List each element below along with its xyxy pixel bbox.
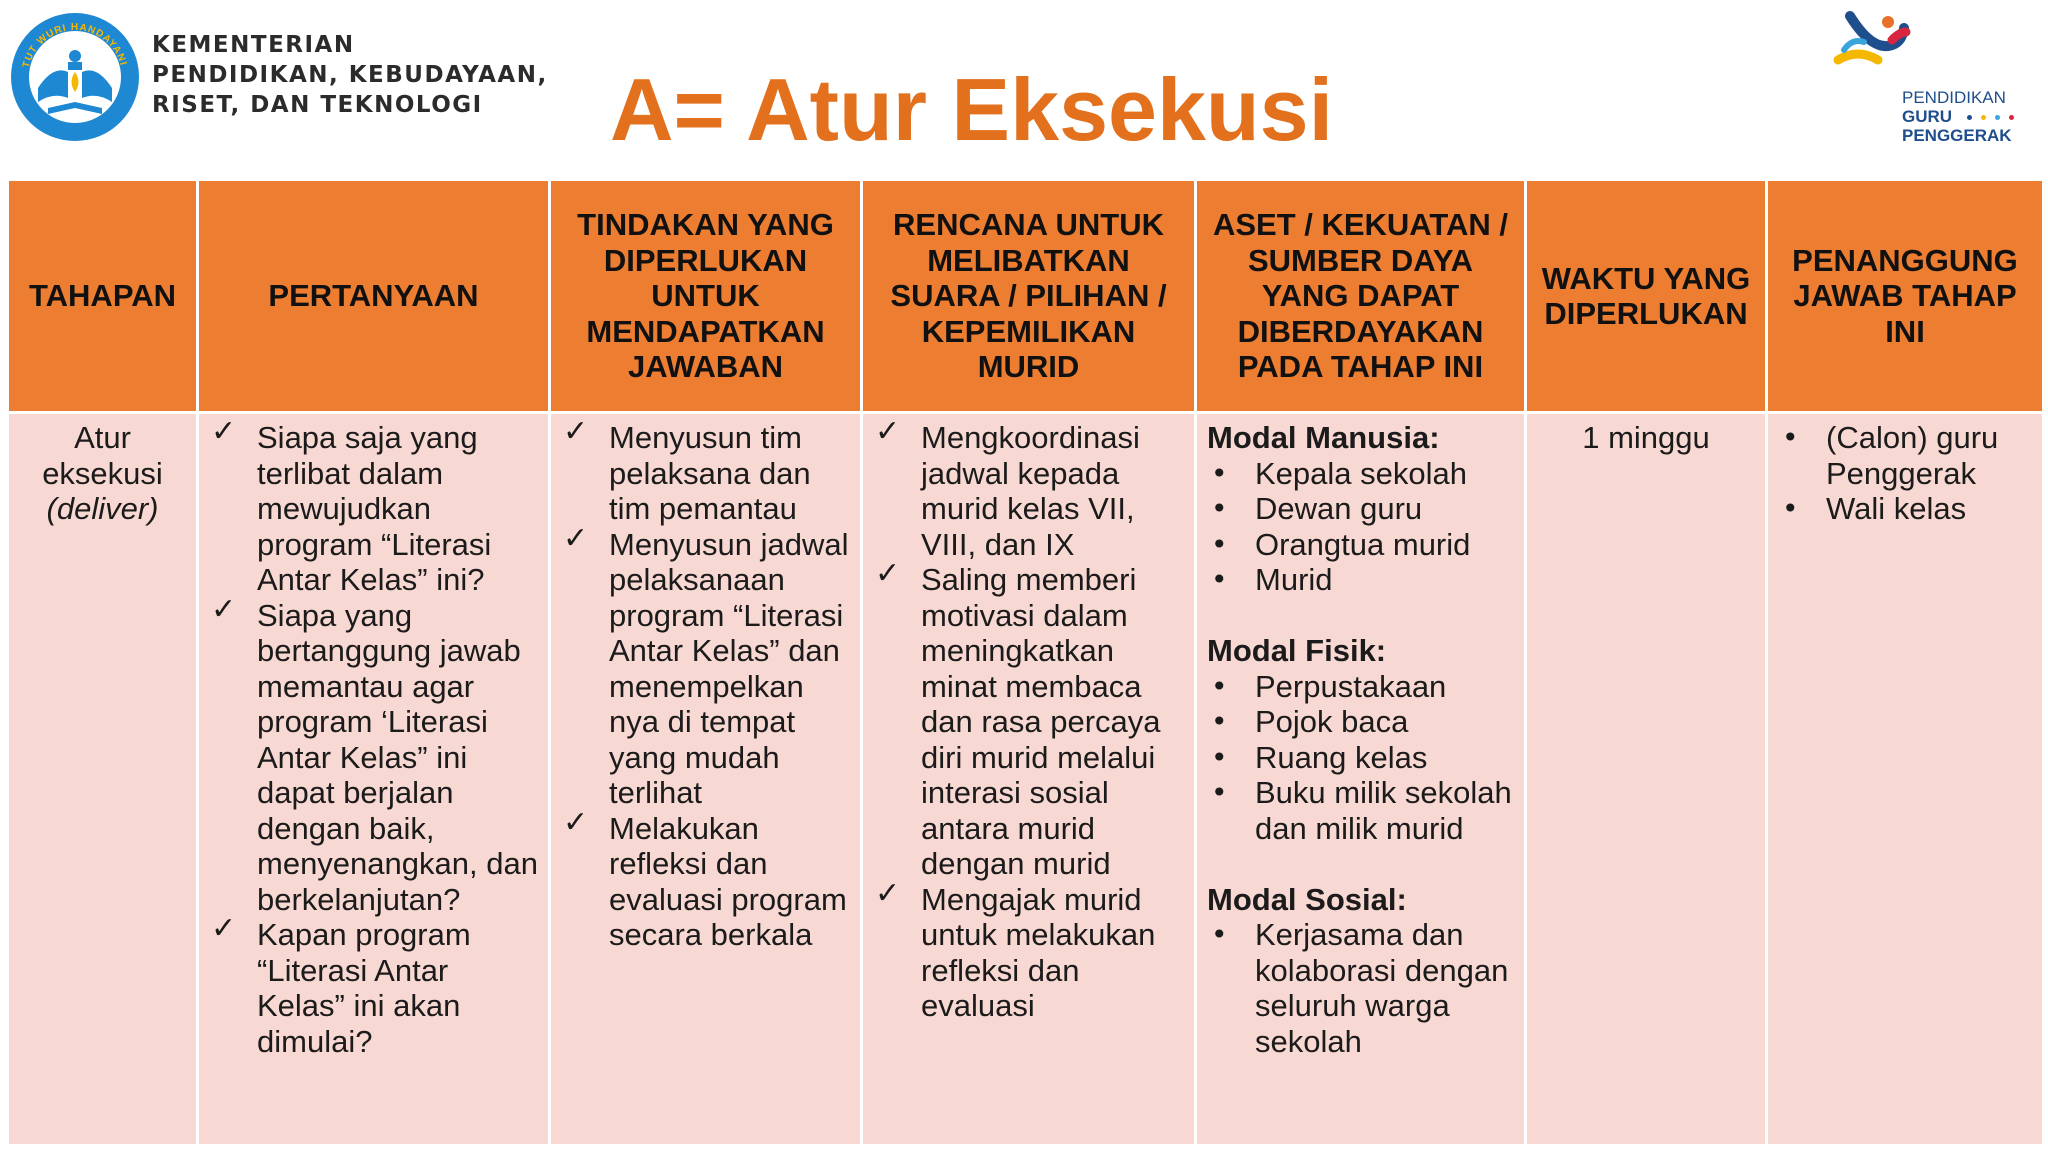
program-logo-text [1902,88,2014,145]
human-capital-list [1207,456,1514,598]
header-tindakan: TINDAKAN YANG DIPERLUKAN UNTUK MENDAPATKAN JAWABAN [550,180,862,413]
list-item: • Ruang kelas [1207,740,1514,776]
list-item: • Kerjasama dan kolaborasi dengan seluruh warga sekolah [1207,917,1514,1059]
list-item: • (Calon) guru Penggerak [1778,420,2032,491]
logo-dots-icon [1958,107,2014,126]
stage-name: Atur eksekusi [42,420,163,491]
actions-cell [550,413,862,1146]
action-item: ✓ Menyusun tim pelaksana dan tim pemantau [561,420,850,527]
responsible-list [1778,420,2032,527]
student-plan-list [873,420,1184,1024]
list-item: • Kepala sekolah [1207,456,1514,492]
list-item: • Dewan guru [1207,491,1514,527]
ministry-seal-logo [8,10,143,145]
header-waktu: WAKTU YANG DIPERLUKAN [1526,180,1767,413]
program-logo-line-3: PENGGERAK [1902,126,2012,145]
questions-list [209,420,538,1059]
responsible-cell [1767,413,2044,1146]
question-item: ✓ Siapa yang bertanggung jawab memantau agar program ‘Literasi Antar Kelas” ini dapat berjalan dengan baik, menyenangkan, dan berkelanjutan? [209,598,538,918]
program-logo-line-1: PENDIDIKAN [1902,88,2006,107]
action-item: ✓ Menyusun jadwal pelaksanaan program “Literasi Antar Kelas” dan menempelkan nya di tempat yang mudah terlihat [561,527,850,811]
program-logo-line-2: GURU [1902,107,1953,126]
stage-subtitle: (deliver) [46,491,159,526]
question-item: ✓ Kapan program “Literasi Antar Kelas” ini akan dimulai? [209,917,538,1059]
human-capital-title: Modal Manusia: [1207,420,1440,455]
header-tahapan: TAHAPAN [8,180,198,413]
seal-motto: TUT WURI HANDAYANI [20,21,129,69]
header-penanggung-jawab: PENANGGUNG JAWAB TAHAP INI [1767,180,2044,413]
list-item: • Pojok baca [1207,704,1514,740]
table-row [8,413,2044,1146]
header-rencana: RENCANA UNTUK MELIBATKAN SUARA / PILIHAN / KEPEMILIKAN MURID [862,180,1196,413]
header-pertanyaan: PERTANYAAN [198,180,550,413]
time-cell [1526,413,1767,1146]
list-item: • Murid [1207,562,1514,598]
list-item: • Buku milik sekolah dan milik murid [1207,775,1514,846]
physical-capital-title: Modal Fisik: [1207,633,1387,668]
list-item: • Wali kelas [1778,491,2032,527]
question-item: ✓ Siapa saja yang terlibat dalam mewujudkan program “Literasi Antar Kelas” ini? [209,420,538,598]
time-required: 1 minggu [1582,420,1710,455]
questions-cell [198,413,550,1146]
ministry-line-2: PENDIDIKAN, KEBUDAYAAN, [152,62,548,88]
action-item: ✓ Melakukan refleksi dan evaluasi program secara berkala [561,811,850,953]
list-item: • Perpustakaan [1207,669,1514,705]
social-capital-title: Modal Sosial: [1207,881,1407,917]
table-header-row [8,180,2044,413]
ministry-line-3: RISET, DAN TEKNOLOGI [152,92,483,118]
guru-penggerak-logo [1820,8,2040,148]
page-title: A= Atur Eksekusi [610,60,1334,159]
student-plan-item: ✓ Mengkoordinasi jadwal kepada murid kelas VII, VIII, dan IX [873,420,1184,562]
student-plan-item: ✓ Saling memberi motivasi dalam meningkatkan minat membaca dan rasa percaya diri murid melalui interasi sosial antara murid dengan murid [873,562,1184,882]
social-capital-list [1207,917,1514,1059]
assets-cell [1196,413,1526,1146]
ministry-line-1: KEMENTERIAN [152,32,355,58]
physical-capital-list [1207,669,1514,847]
student-plan-cell [862,413,1196,1146]
actions-list [561,420,850,953]
student-plan-item: ✓ Mengajak murid untuk melakukan refleksi dan evaluasi [873,882,1184,1024]
ministry-name [152,30,548,120]
header-aset: ASET / KEKUATAN / SUMBER DAYA YANG DAPAT DIBERDAYAKAN PADA TAHAP INI [1196,180,1526,413]
execution-plan-table [6,178,2045,1147]
list-item: • Orangtua murid [1207,527,1514,563]
stage-cell [8,413,198,1146]
